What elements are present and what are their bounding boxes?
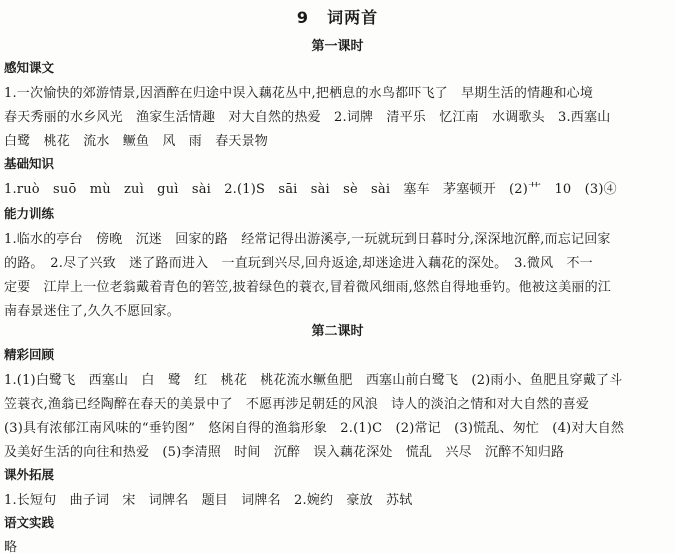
text-line: 1.一次愉快的郊游情景,因酒醉在归途中误入藕花丛中,把栖息的水鸟都吓飞了 早期生活的情趣和心境 <box>4 86 594 101</box>
text-line: (3)具有浓郁江南风味的“垂钓图” 悠闲自得的渔翁形象 2.(1)C (2)常记 (3)慌乱、匆忙 (4)对大自然 <box>4 421 625 436</box>
text-line: 1.ruò suō mù zuì guì sài 2.(1)S sāi sài sè sài 塞车 茅塞顿开 (2)艹 10 (3)④ <box>4 182 617 197</box>
section-heading-jichu: 基础知识 <box>4 156 55 171</box>
section-heading-jingcai: 精彩回顾 <box>4 347 55 362</box>
text-line: 1.(1)白鹭飞 西塞山 白 鹭 红 桃花 桃花流水鳜鱼肥 西塞山前白鹭飞 (2)雨小、鱼肥且穿戴了斗 <box>4 373 623 388</box>
section-heading-nengli: 能力训练 <box>4 206 55 221</box>
section-heading-kewai: 课外拓展 <box>4 467 55 482</box>
text-line: 的路。 2.尽了兴致 迷了路而进入 一直玩到兴尽,回舟返途,却迷途进入藕花的深处。 3.微风 不一 <box>4 256 593 271</box>
section-heading-ganzhi: 感知课文 <box>4 60 55 75</box>
lesson2-title: 第二课时 <box>311 324 364 339</box>
lesson-title: 词两首 <box>327 8 379 27</box>
text-line: 南春景迷住了,久久不愿回家。 <box>4 304 180 319</box>
lesson1-title: 第一课时 <box>311 39 364 54</box>
text-line: 定要 江岸上一位老翁戴着青色的箬笠,披着绿色的蓑衣,冒着微风细雨,悠然自得地垂钓。他被这美丽的江 <box>4 280 611 295</box>
text-line: 及美好生活的向往和热爱 (5)李清照 时间 沉醉 误入藕花深处 慌乱 兴尽 沉醉不知归路 <box>4 445 565 460</box>
text-line: 1.临水的亭台 傍晚 沉迷 回家的路 经常记得出游溪亭,一玩就玩到日暮时分,深深地沉醉,而忘记回家 <box>4 232 611 247</box>
text-line: 笠蓑衣,渔翁已经陶醉在春天的美景中了 不愿再涉足朝廷的风浪 诗人的淡泊之情和对大自然的喜爱 <box>4 397 590 412</box>
text-line: 略 <box>4 540 18 555</box>
text-line: 白鹭 桃花 流水 鳜鱼 风 雨 春天景物 <box>4 134 269 149</box>
lesson-number: 9 <box>296 8 310 27</box>
text-line: 1.长短句 曲子词 宋 词牌名 题目 词牌名 2.婉约 豪放 苏轼 <box>4 493 413 508</box>
page-title <box>0 5 675 28</box>
section-heading-yuwen: 语文实践 <box>4 515 55 530</box>
text-line: 春天秀丽的水乡风光 渔家生活情趣 对大自然的热爱 2.词牌 清平乐 忆江南 水调歌头 3.西塞山 <box>4 110 611 125</box>
